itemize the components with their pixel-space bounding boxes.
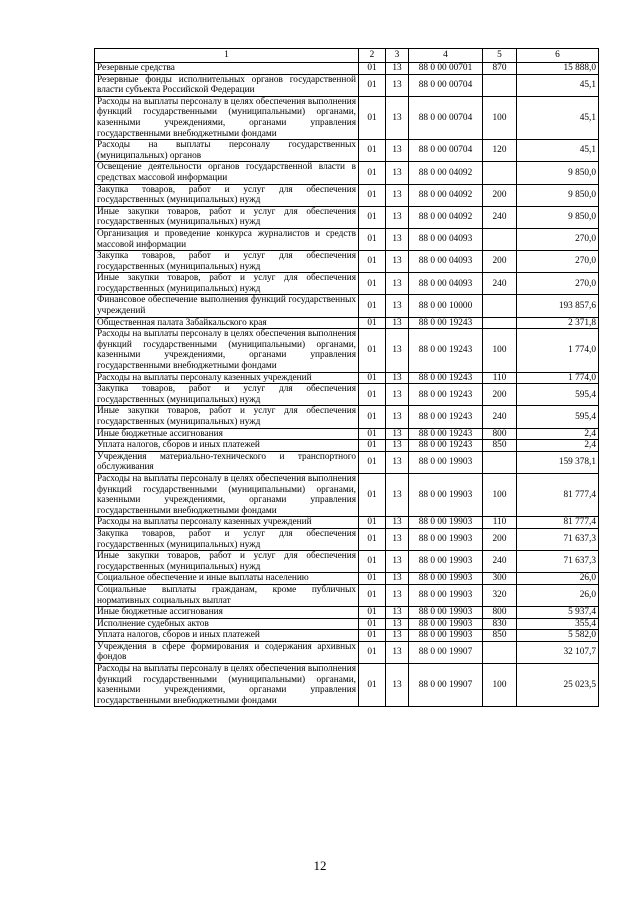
amount-cell: 2,4 xyxy=(517,428,599,440)
section-code-cell: 01 xyxy=(359,162,386,184)
target-article-cell: 88 0 00 19243 xyxy=(409,428,483,440)
amount-cell: 45,1 xyxy=(517,140,599,162)
table-row xyxy=(95,607,599,619)
amount-cell: 9 850,0 xyxy=(517,184,599,206)
table-row xyxy=(95,440,599,452)
expense-type-cell: 200 xyxy=(483,528,517,550)
subsection-code-cell: 13 xyxy=(386,428,409,440)
amount-cell: 71 637,3 xyxy=(517,528,599,550)
amount-cell: 193 857,6 xyxy=(517,295,599,317)
expense-type-cell: 320 xyxy=(483,584,517,606)
expense-type-cell: 100 xyxy=(483,473,517,516)
table-row xyxy=(95,74,599,96)
table-row xyxy=(95,140,599,162)
table-header-row xyxy=(95,49,599,63)
subsection-code-cell: 13 xyxy=(386,96,409,139)
section-code-cell: 01 xyxy=(359,329,386,372)
expense-name-cell: Учреждения в сфере формирования и содержания архивных фондов xyxy=(95,641,359,663)
expense-type-cell: 200 xyxy=(483,184,517,206)
expense-type-cell xyxy=(483,162,517,184)
expense-name-cell: Закупка товаров, работ и услуг для обеспечения государственных (муниципальных) нужд xyxy=(95,184,359,206)
amount-cell: 26,0 xyxy=(517,584,599,606)
section-code-cell: 01 xyxy=(359,273,386,295)
header-cell: 2 xyxy=(359,49,386,63)
amount-cell: 1 774,0 xyxy=(517,372,599,384)
section-code-cell: 01 xyxy=(359,440,386,452)
expense-type-cell: 850 xyxy=(483,440,517,452)
target-article-cell: 88 0 00 19903 xyxy=(409,551,483,573)
subsection-code-cell: 13 xyxy=(386,295,409,317)
amount-cell: 81 777,4 xyxy=(517,473,599,516)
subsection-code-cell: 13 xyxy=(386,140,409,162)
section-code-cell: 01 xyxy=(359,384,386,406)
target-article-cell: 88 0 00 19903 xyxy=(409,607,483,619)
expense-type-cell: 110 xyxy=(483,517,517,529)
amount-cell: 15 888,0 xyxy=(517,63,599,75)
expense-type-cell xyxy=(483,451,517,473)
expense-name-cell: Иные закупки товаров, работ и услуг для обеспечения государственных (муниципальных) нужд xyxy=(95,273,359,295)
expense-type-cell xyxy=(483,74,517,96)
section-code-cell: 01 xyxy=(359,63,386,75)
table-row xyxy=(95,329,599,372)
expense-name-cell: Расходы на выплаты персоналу в целях обеспечения выполнения функций государственными (муниципальными) органами, казенными учреждениями, органами управления государственными внебюджетными фондами xyxy=(95,473,359,516)
subsection-code-cell: 13 xyxy=(386,184,409,206)
target-article-cell: 88 0 00 19243 xyxy=(409,317,483,329)
section-code-cell: 01 xyxy=(359,228,386,250)
table-row xyxy=(95,96,599,139)
amount-cell: 9 850,0 xyxy=(517,162,599,184)
subsection-code-cell: 13 xyxy=(386,528,409,550)
expense-name-cell: Социальное обеспечение и иные выплаты населению xyxy=(95,573,359,585)
table-row xyxy=(95,206,599,228)
subsection-code-cell: 13 xyxy=(386,440,409,452)
header-cell: 6 xyxy=(517,49,599,63)
section-code-cell: 01 xyxy=(359,184,386,206)
expense-name-cell: Иные закупки товаров, работ и услуг для обеспечения государственных (муниципальных) нужд xyxy=(95,551,359,573)
expense-type-cell xyxy=(483,228,517,250)
expense-type-cell: 850 xyxy=(483,630,517,642)
section-code-cell: 01 xyxy=(359,451,386,473)
table-row xyxy=(95,618,599,630)
target-article-cell: 88 0 00 19903 xyxy=(409,528,483,550)
subsection-code-cell: 13 xyxy=(386,74,409,96)
amount-cell: 595,4 xyxy=(517,384,599,406)
expense-name-cell: Расходы на выплаты персоналу казенных учреждений xyxy=(95,372,359,384)
expense-name-cell: Иные закупки товаров, работ и услуг для обеспечения государственных (муниципальных) нужд xyxy=(95,406,359,428)
amount-cell: 2 371,8 xyxy=(517,317,599,329)
subsection-code-cell: 13 xyxy=(386,451,409,473)
header-cell: 4 xyxy=(409,49,483,63)
section-code-cell: 01 xyxy=(359,406,386,428)
expense-name-cell: Закупка товаров, работ и услуг для обеспечения государственных (муниципальных) нужд xyxy=(95,251,359,273)
amount-cell: 32 107,7 xyxy=(517,641,599,663)
expense-name-cell: Закупка товаров, работ и услуг для обеспечения государственных (муниципальных) нужд xyxy=(95,384,359,406)
expense-name-cell: Иные закупки товаров, работ и услуг для обеспечения государственных (муниципальных) нужд xyxy=(95,206,359,228)
expense-type-cell: 800 xyxy=(483,607,517,619)
table-row xyxy=(95,451,599,473)
subsection-code-cell: 13 xyxy=(386,228,409,250)
table-row xyxy=(95,372,599,384)
expense-type-cell: 120 xyxy=(483,140,517,162)
target-article-cell: 88 0 00 19903 xyxy=(409,517,483,529)
target-article-cell: 88 0 00 19243 xyxy=(409,384,483,406)
table-row xyxy=(95,528,599,550)
expense-type-cell: 240 xyxy=(483,273,517,295)
table-row xyxy=(95,228,599,250)
expense-type-cell xyxy=(483,641,517,663)
expense-type-cell: 240 xyxy=(483,551,517,573)
expense-type-cell: 240 xyxy=(483,206,517,228)
expense-name-cell: Уплата налогов, сборов и иных платежей xyxy=(95,440,359,452)
amount-cell: 595,4 xyxy=(517,406,599,428)
page-number: 12 xyxy=(313,858,327,873)
target-article-cell: 88 0 00 19243 xyxy=(409,440,483,452)
target-article-cell: 88 0 00 00704 xyxy=(409,74,483,96)
table-row xyxy=(95,295,599,317)
table-row xyxy=(95,641,599,663)
section-code-cell: 01 xyxy=(359,573,386,585)
section-code-cell: 01 xyxy=(359,74,386,96)
subsection-code-cell: 13 xyxy=(386,473,409,516)
expense-name-cell: Учреждения материально-технического и транспортного обслуживания xyxy=(95,451,359,473)
expense-type-cell: 200 xyxy=(483,251,517,273)
target-article-cell: 88 0 00 19903 xyxy=(409,451,483,473)
target-article-cell: 88 0 00 00701 xyxy=(409,63,483,75)
table-row xyxy=(95,273,599,295)
expense-name-cell: Уплата налогов, сборов и иных платежей xyxy=(95,630,359,642)
expense-type-cell: 100 xyxy=(483,96,517,139)
table-row xyxy=(95,664,599,707)
table-row xyxy=(95,184,599,206)
expense-type-cell: 200 xyxy=(483,384,517,406)
table-row xyxy=(95,428,599,440)
section-code-cell: 01 xyxy=(359,607,386,619)
target-article-cell: 88 0 00 04093 xyxy=(409,273,483,295)
expense-name-cell: Резервные средства xyxy=(95,63,359,75)
amount-cell: 270,0 xyxy=(517,273,599,295)
expense-name-cell: Расходы на выплаты персоналу казенных учреждений xyxy=(95,517,359,529)
target-article-cell: 88 0 00 00704 xyxy=(409,140,483,162)
section-code-cell: 01 xyxy=(359,428,386,440)
expense-type-cell: 110 xyxy=(483,372,517,384)
subsection-code-cell: 13 xyxy=(386,372,409,384)
section-code-cell: 01 xyxy=(359,664,386,707)
table-row xyxy=(95,573,599,585)
target-article-cell: 88 0 00 04093 xyxy=(409,251,483,273)
section-code-cell: 01 xyxy=(359,641,386,663)
target-article-cell: 88 0 00 19907 xyxy=(409,641,483,663)
table-row xyxy=(95,584,599,606)
section-code-cell: 01 xyxy=(359,630,386,642)
section-code-cell: 01 xyxy=(359,96,386,139)
target-article-cell: 88 0 00 00704 xyxy=(409,96,483,139)
target-article-cell: 88 0 00 19903 xyxy=(409,573,483,585)
expense-type-cell: 830 xyxy=(483,618,517,630)
expense-name-cell: Организация и проведение конкурса журналистов и средств массовой информации xyxy=(95,228,359,250)
amount-cell: 355,4 xyxy=(517,618,599,630)
expense-name-cell: Исполнение судебных актов xyxy=(95,618,359,630)
amount-cell: 270,0 xyxy=(517,228,599,250)
subsection-code-cell: 13 xyxy=(386,273,409,295)
section-code-cell: 01 xyxy=(359,618,386,630)
section-code-cell: 01 xyxy=(359,317,386,329)
expense-name-cell: Социальные выплаты гражданам, кроме публичных нормативных социальных выплат xyxy=(95,584,359,606)
subsection-code-cell: 13 xyxy=(386,551,409,573)
expense-type-cell: 870 xyxy=(483,63,517,75)
amount-cell: 270,0 xyxy=(517,251,599,273)
target-article-cell: 88 0 00 19903 xyxy=(409,630,483,642)
subsection-code-cell: 13 xyxy=(386,573,409,585)
expense-name-cell: Общественная палата Забайкальского края xyxy=(95,317,359,329)
section-code-cell: 01 xyxy=(359,584,386,606)
expense-name-cell: Закупка товаров, работ и услуг для обеспечения государственных (муниципальных) нужд xyxy=(95,528,359,550)
amount-cell: 26,0 xyxy=(517,573,599,585)
target-article-cell: 88 0 00 19903 xyxy=(409,618,483,630)
subsection-code-cell: 13 xyxy=(386,584,409,606)
subsection-code-cell: 13 xyxy=(386,162,409,184)
expense-type-cell: 800 xyxy=(483,428,517,440)
expense-name-cell: Освещение деятельности органов государственной власти в средствах массовой информации xyxy=(95,162,359,184)
amount-cell: 81 777,4 xyxy=(517,517,599,529)
expense-name-cell: Иные бюджетные ассигнования xyxy=(95,428,359,440)
section-code-cell: 01 xyxy=(359,372,386,384)
subsection-code-cell: 13 xyxy=(386,63,409,75)
target-article-cell: 88 0 00 04093 xyxy=(409,228,483,250)
subsection-code-cell: 13 xyxy=(386,664,409,707)
section-code-cell: 01 xyxy=(359,206,386,228)
target-article-cell: 88 0 00 19243 xyxy=(409,406,483,428)
section-code-cell: 01 xyxy=(359,140,386,162)
amount-cell: 1 774,0 xyxy=(517,329,599,372)
amount-cell: 71 637,3 xyxy=(517,551,599,573)
amount-cell: 5 937,4 xyxy=(517,607,599,619)
target-article-cell: 88 0 00 04092 xyxy=(409,206,483,228)
table-row xyxy=(95,406,599,428)
expense-name-cell: Иные бюджетные ассигнования xyxy=(95,607,359,619)
expense-name-cell: Расходы на выплаты персоналу в целях обеспечения выполнения функций государственными (муниципальными) органами, казенными учреждениями, органами управления государственными внебюджетными фондами xyxy=(95,664,359,707)
section-code-cell: 01 xyxy=(359,473,386,516)
table-row xyxy=(95,473,599,516)
section-code-cell: 01 xyxy=(359,517,386,529)
expense-name-cell: Расходы на выплаты персоналу в целях обеспечения выполнения функций государственными (муниципальными) органами, казенными учреждениями, органами управления государственными внебюджетными фондами xyxy=(95,96,359,139)
table-row xyxy=(95,630,599,642)
amount-cell: 5 582,0 xyxy=(517,630,599,642)
subsection-code-cell: 13 xyxy=(386,517,409,529)
target-article-cell: 88 0 00 19903 xyxy=(409,473,483,516)
target-article-cell: 88 0 00 04092 xyxy=(409,184,483,206)
table-row xyxy=(95,251,599,273)
section-code-cell: 01 xyxy=(359,528,386,550)
subsection-code-cell: 13 xyxy=(386,206,409,228)
subsection-code-cell: 13 xyxy=(386,329,409,372)
table-body xyxy=(95,63,599,707)
target-article-cell: 88 0 00 10000 xyxy=(409,295,483,317)
amount-cell: 2,4 xyxy=(517,440,599,452)
target-article-cell: 88 0 00 19243 xyxy=(409,329,483,372)
subsection-code-cell: 13 xyxy=(386,251,409,273)
table-row xyxy=(95,517,599,529)
subsection-code-cell: 13 xyxy=(386,317,409,329)
subsection-code-cell: 13 xyxy=(386,641,409,663)
subsection-code-cell: 13 xyxy=(386,630,409,642)
expense-type-cell xyxy=(483,317,517,329)
header-cell: 3 xyxy=(386,49,409,63)
header-cell: 1 xyxy=(95,49,359,63)
expense-type-cell: 100 xyxy=(483,329,517,372)
expense-type-cell: 240 xyxy=(483,406,517,428)
target-article-cell: 88 0 00 19243 xyxy=(409,372,483,384)
amount-cell: 159 378,1 xyxy=(517,451,599,473)
table-row xyxy=(95,384,599,406)
expense-type-cell xyxy=(483,295,517,317)
subsection-code-cell: 13 xyxy=(386,607,409,619)
table-row xyxy=(95,63,599,75)
subsection-code-cell: 13 xyxy=(386,406,409,428)
section-code-cell: 01 xyxy=(359,251,386,273)
table-row xyxy=(95,551,599,573)
subsection-code-cell: 13 xyxy=(386,618,409,630)
amount-cell: 45,1 xyxy=(517,74,599,96)
expense-name-cell: Резервные фонды исполнительных органов государственной власти субъекта Российской Федерации xyxy=(95,74,359,96)
section-code-cell: 01 xyxy=(359,551,386,573)
section-code-cell: 01 xyxy=(359,295,386,317)
subsection-code-cell: 13 xyxy=(386,384,409,406)
target-article-cell: 88 0 00 19903 xyxy=(409,584,483,606)
header-cell: 5 xyxy=(483,49,517,63)
expense-name-cell: Расходы на выплаты персоналу в целях обеспечения выполнения функций государственными (муниципальными) органами, казенными учреждениями, органами управления государственными внебюджетными фондами xyxy=(95,329,359,372)
table-row xyxy=(95,317,599,329)
amount-cell: 25 023,5 xyxy=(517,664,599,707)
budget-table xyxy=(94,48,599,707)
expense-name-cell: Расходы на выплаты персоналу государственных (муниципальных) органов xyxy=(95,140,359,162)
amount-cell: 45,1 xyxy=(517,96,599,139)
amount-cell: 9 850,0 xyxy=(517,206,599,228)
target-article-cell: 88 0 00 19907 xyxy=(409,664,483,707)
expense-name-cell: Финансовое обеспечение выполнения функций государственных учреждений xyxy=(95,295,359,317)
expense-type-cell: 100 xyxy=(483,664,517,707)
table-row xyxy=(95,162,599,184)
target-article-cell: 88 0 00 04092 xyxy=(409,162,483,184)
expense-type-cell: 300 xyxy=(483,573,517,585)
